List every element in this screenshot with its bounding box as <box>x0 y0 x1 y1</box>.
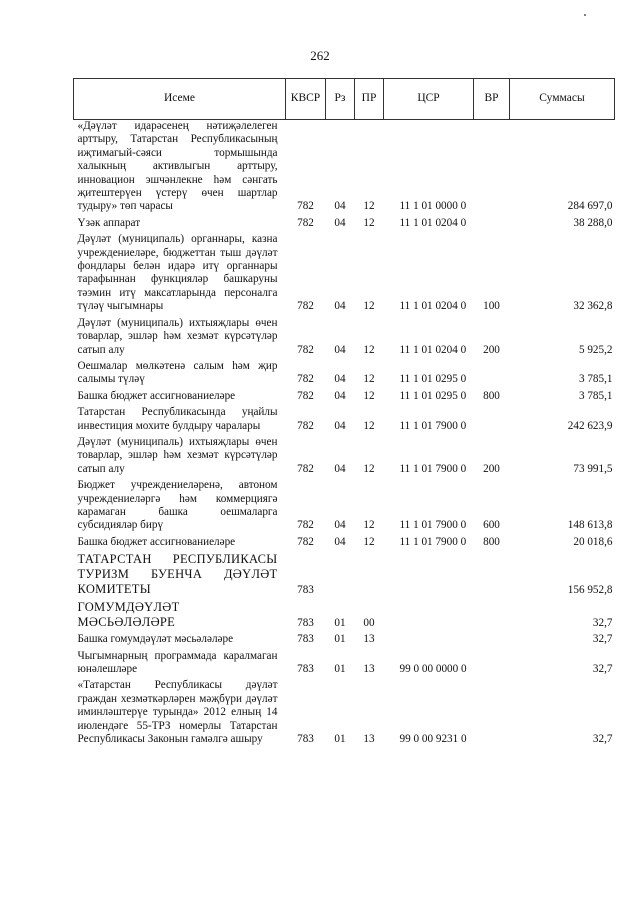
row-vr: 800 <box>483 535 500 548</box>
row-kvsr: 782 <box>297 200 314 213</box>
row-pr: 12 <box>363 389 375 402</box>
row-name: Башка бюджет ассигнованиеләре <box>77 535 236 548</box>
row-pr: 12 <box>363 300 375 313</box>
row-name: Чыгымнарның программада каралмаган юнәлешләре <box>77 649 278 675</box>
row-pr: 12 <box>363 419 375 432</box>
row-pr: 12 <box>363 343 375 356</box>
row-sum: 32 362,8 <box>573 300 613 313</box>
row-kvsr: 783 <box>297 633 314 646</box>
row-name: Дәүләт (муниципаль) ихтыяҗлары өчен товарлар, эшләр һәм хезмәт күрсәтүләр сатып алу <box>77 316 278 356</box>
row-rz: 04 <box>334 389 346 402</box>
row-vr <box>474 647 510 677</box>
row-csr: 99 0 00 0000 0 <box>399 663 467 675</box>
row-pr: 12 <box>363 200 375 213</box>
row-vr: 800 <box>483 389 500 402</box>
row-sum: 5 925,2 <box>578 343 613 356</box>
row-kvsr: 782 <box>297 343 314 356</box>
row-kvsr: 783 <box>297 663 314 675</box>
row-csr: 11 1 01 0295 0 <box>399 373 467 386</box>
row-kvsr: 783 <box>297 616 314 629</box>
row-rz: 04 <box>334 216 346 229</box>
table-row <box>74 476 615 533</box>
row-name: Оешмалар мөлкәтенә салым һәм җир салымы түләү <box>77 359 278 386</box>
budget-table <box>73 78 615 746</box>
row-vr: 200 <box>483 462 500 475</box>
header-pr: ПР <box>355 79 384 120</box>
row-rz: 01 <box>334 733 346 746</box>
header-vr: ВР <box>474 79 510 120</box>
row-csr <box>384 597 474 630</box>
row-kvsr: 782 <box>297 300 314 313</box>
table-row <box>74 120 615 214</box>
row-rz: 04 <box>334 462 346 475</box>
row-csr: 11 1 01 7900 0 <box>399 419 467 432</box>
row-sum: 3 785,1 <box>578 389 613 402</box>
row-vr <box>474 630 510 646</box>
row-sum: 32,7 <box>592 663 613 675</box>
row-name: «Дәүләт идарәсенең нәтиҗәлелеген арттыру, Татарстан Республикасының иҗтимагый-сәяси тормышында халыкның активлыгын арттыру, инновацион эшчәнлекне һәм сәнгать җитештерүен үстерү өчен шартлар тудыру» төп чарасы <box>77 120 278 213</box>
scan-speck <box>584 14 586 16</box>
header-rz: Рз <box>326 79 355 120</box>
row-sum: 38 288,0 <box>573 216 613 229</box>
row-csr: 11 1 01 0204 0 <box>399 343 467 356</box>
table-row <box>74 533 615 549</box>
row-csr <box>384 630 474 646</box>
row-vr <box>474 403 510 433</box>
table-header <box>74 79 615 120</box>
row-sum: 284 697,0 <box>567 200 613 213</box>
row-vr <box>474 597 510 630</box>
row-rz: 04 <box>334 373 346 386</box>
table-row <box>74 647 615 677</box>
header-kvsr: КВСР <box>286 79 326 120</box>
table-row <box>74 630 615 646</box>
row-pr: 12 <box>363 519 375 532</box>
table-row <box>74 433 615 476</box>
row-rz: 01 <box>334 633 346 646</box>
row-name: Үзәк аппарат <box>77 216 141 229</box>
row-rz: 01 <box>334 663 346 675</box>
table-row <box>74 387 615 403</box>
row-pr: 13 <box>363 663 375 675</box>
row-sum: 32,7 <box>592 616 613 629</box>
row-pr: 00 <box>363 616 375 629</box>
row-name: Башка гомумдәүләт мәсьәләләре <box>77 633 234 646</box>
row-sum: 20 018,6 <box>573 535 613 548</box>
table-row <box>74 403 615 433</box>
row-vr <box>474 676 510 746</box>
row-sum: 148 613,8 <box>567 519 613 532</box>
row-kvsr: 782 <box>297 419 314 432</box>
header-sum: Суммасы <box>510 79 615 120</box>
row-kvsr: 783 <box>297 583 314 596</box>
row-pr: 13 <box>363 733 375 746</box>
header-csr: ЦСР <box>384 79 474 120</box>
row-name: ТАТАРСТАН РЕСПУБЛИКАСЫ ТУРИЗМ БУЕНЧА ДӘҮЛӘТ КОМИТЕТЫ <box>77 552 278 597</box>
row-rz: 01 <box>334 616 346 629</box>
header-name: Исеме <box>74 79 286 120</box>
row-kvsr: 782 <box>297 462 314 475</box>
row-csr: 99 0 00 9231 0 <box>399 733 467 746</box>
row-vr <box>474 357 510 387</box>
row-kvsr: 782 <box>297 519 314 532</box>
row-name: Дәүләт (муниципаль) органнары, казна учреждениеләре, бюджеттан тыш дәүләт фондлары белән идарә итү органнары тарафыннан функцияләр башкаруны тәэмин итү максатларында персоналга түләү чыгымнары <box>77 233 278 313</box>
table-row <box>74 597 615 630</box>
row-rz: 04 <box>334 343 346 356</box>
row-csr: 11 1 01 0000 0 <box>399 200 467 213</box>
row-rz: 04 <box>334 300 346 313</box>
row-vr <box>474 549 510 597</box>
row-vr: 100 <box>483 300 500 313</box>
row-pr <box>355 549 384 597</box>
row-name: Татарстан Республикасында уңайлы инвестиция мохите булдыру чаралары <box>77 406 278 432</box>
row-sum: 3 785,1 <box>578 373 613 386</box>
row-rz: 04 <box>334 419 346 432</box>
row-csr: 11 1 01 0295 0 <box>399 389 467 402</box>
row-vr <box>474 214 510 230</box>
row-pr: 13 <box>363 633 375 646</box>
row-kvsr: 782 <box>297 535 314 548</box>
table-row <box>74 214 615 230</box>
row-sum: 73 991,5 <box>573 462 613 475</box>
row-rz: 04 <box>334 519 346 532</box>
row-name: ГОМУМДӘҮЛӘТ МӘСЬӘЛӘЛӘРЕ <box>77 600 180 630</box>
row-pr: 12 <box>363 535 375 548</box>
row-sum: 32,7 <box>592 733 613 746</box>
row-rz: 04 <box>334 200 346 213</box>
row-pr: 12 <box>363 373 375 386</box>
page-number: 262 <box>310 48 330 63</box>
row-csr <box>384 549 474 597</box>
row-rz <box>326 549 355 597</box>
row-csr: 11 1 01 0204 0 <box>399 216 467 229</box>
row-csr: 11 1 01 7900 0 <box>399 462 467 475</box>
table-row <box>74 357 615 387</box>
table-row <box>74 230 615 313</box>
row-name: Бюджет учреждениеләренә, автоном учреждениеләргә һәм коммерциягә карамаган башка оешмаларга субсидияләр бирү <box>77 479 278 532</box>
table-row <box>74 676 615 746</box>
row-sum: 242 623,9 <box>567 419 613 432</box>
row-csr: 11 1 01 7900 0 <box>399 535 467 548</box>
row-kvsr: 782 <box>297 216 314 229</box>
table-row <box>74 549 615 597</box>
row-csr: 11 1 01 7900 0 <box>399 519 467 532</box>
table-row <box>74 314 615 357</box>
row-kvsr: 783 <box>297 733 314 746</box>
row-name: «Татарстан Республикасы дәүләт граждан хезмәткәрләрен мәҗбүри дәүләт иминләштерүе турында» 2012 елның 14 июлендәге 55-ТРЗ номерлы Татарстан Республикасы Законын гамәлгә ашыру <box>77 679 278 746</box>
row-kvsr: 782 <box>297 389 314 402</box>
row-rz: 04 <box>334 535 346 548</box>
row-pr: 12 <box>363 216 375 229</box>
row-sum: 32,7 <box>592 633 613 646</box>
row-vr <box>474 120 510 214</box>
row-sum: 156 952,8 <box>567 583 613 596</box>
row-name: Дәүләт (муниципаль) ихтыяҗлары өчен товарлар, эшләр һәм хезмәт күрсәтүләр сатып алу <box>77 435 278 475</box>
row-vr: 600 <box>483 519 500 532</box>
row-kvsr: 782 <box>297 373 314 386</box>
row-name: Башка бюджет ассигнованиеләре <box>77 389 236 402</box>
table-body <box>74 120 615 747</box>
row-vr: 200 <box>483 343 500 356</box>
row-csr: 11 1 01 0204 0 <box>399 300 467 313</box>
row-pr: 12 <box>363 462 375 475</box>
